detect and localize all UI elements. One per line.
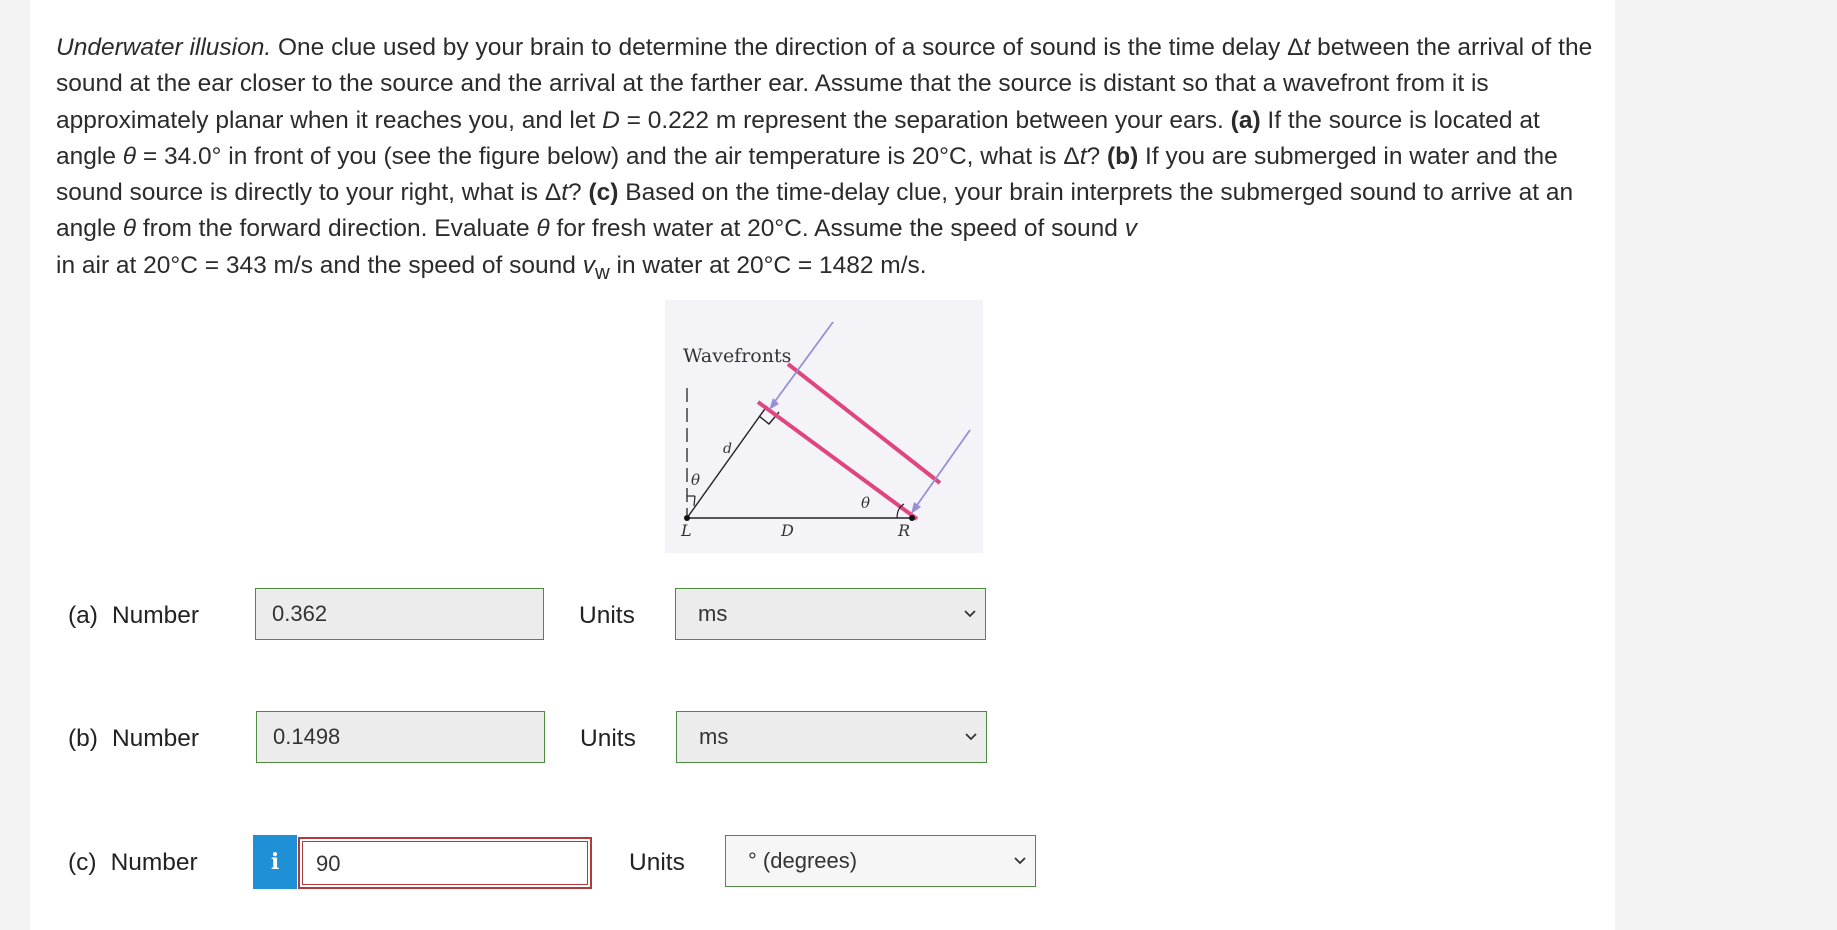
answer-b-input[interactable]: 0.1498	[256, 711, 545, 763]
wavefront-far	[788, 364, 940, 483]
part-b-label: (b) Number	[68, 725, 200, 752]
ray-to-L-arrow	[769, 398, 779, 410]
answer-c-input[interactable]: 90	[298, 837, 592, 889]
chevron-down-icon	[964, 729, 978, 743]
chevron-down-icon	[963, 606, 977, 620]
chevron-down-icon	[1013, 853, 1027, 867]
wavefront-diagram	[665, 300, 983, 553]
units-select-a[interactable]: ms	[675, 588, 986, 640]
answer-row-a	[68, 588, 1018, 644]
part-a-label: (a) Number	[68, 602, 200, 629]
part-c-tag: (c)	[588, 179, 619, 207]
units-select-c[interactable]: ° (degrees)	[725, 835, 1036, 887]
part-b-tag: (b)	[1106, 142, 1139, 170]
answer-a-input[interactable]: 0.362	[255, 588, 544, 640]
R-label: R	[898, 521, 911, 540]
D-label: D	[781, 521, 794, 540]
ray-to-R-arrow	[911, 502, 921, 514]
part-c-label: (c) Number	[68, 849, 198, 876]
answer-row-c	[68, 835, 1068, 891]
wavefronts-label: Wavefronts	[683, 345, 792, 367]
theta-label-right: θ	[861, 494, 871, 512]
problem-title: Underwater illusion.	[56, 34, 272, 61]
distance-d-line	[687, 406, 767, 518]
theta-label-left: θ	[691, 471, 701, 489]
wavefront-figure	[665, 300, 983, 553]
L-label: L	[681, 521, 692, 540]
answer-row-b	[68, 711, 1018, 767]
part-a-tag: (a)	[1230, 106, 1261, 134]
info-icon[interactable]: i	[253, 835, 297, 889]
wavefront-near	[758, 402, 917, 519]
d-label: d	[723, 441, 732, 457]
units-label-a: Units	[579, 602, 635, 629]
units-label-b: Units	[580, 725, 636, 752]
units-label-c: Units	[629, 849, 685, 876]
units-select-b[interactable]: ms	[676, 711, 987, 763]
problem-statement: Underwater illusion. One clue used by your brain to determine the direction of a source of sound is the time delay Δt between the arrival of the sound at the ear closer to the source and the arrival at the farther ear. Assume that the source is distant so that a wavefront from it is approximately planar when it reaches you, and let D = 0.222 m represent the separation between your ears. (a) If the source is located at angle θ = 34.0° in front of you (see the figure below) and the air temperature is 20°C, what is Δt? (b) If you are submerged in water and the sound source is directly to your right, what is Δt? (c) Based on the time-delay clue, your brain interprets the submerged sound to arrive at an angle θ from the forward direction. Evaluate θ for fresh water at 20°C. Assume the speed of sound v in air at 20°C = 343 m/s and the speed of sound $v_w$ in water at 20°C = 1482 m/s.	[56, 34, 1593, 284]
